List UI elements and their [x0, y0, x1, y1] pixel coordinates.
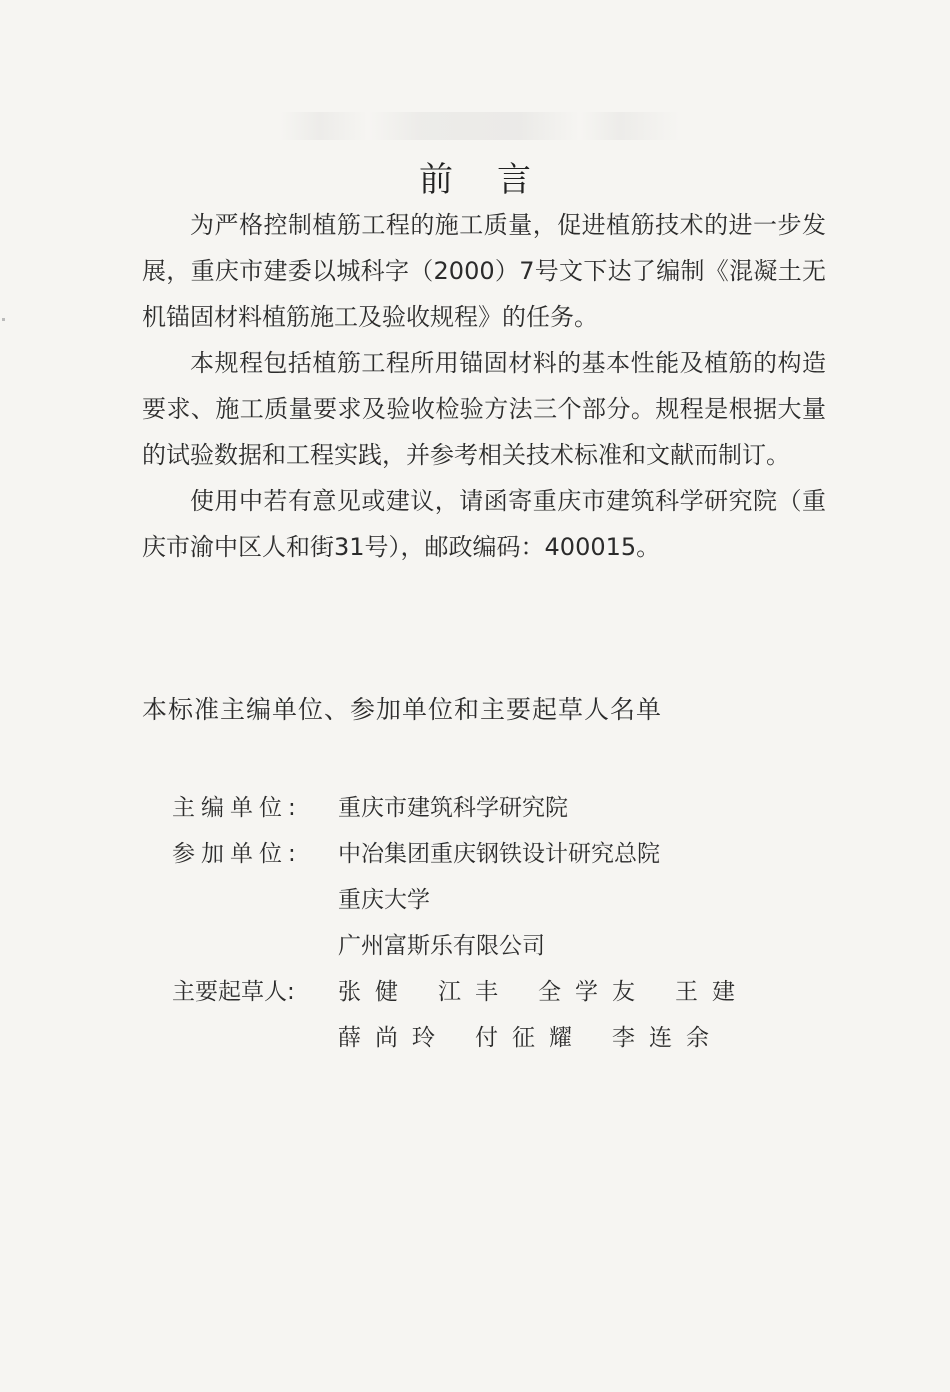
drafter-names: [338, 973, 749, 1006]
page-title: 前言: [419, 160, 575, 200]
scan-speck: [2, 318, 5, 321]
roster-row-participant-3: [172, 920, 749, 966]
drafter-name: 王建: [675, 978, 749, 1005]
roster-heading: 本标准主编单位、参加单位和主要起草人名单: [142, 695, 663, 724]
roster-row-participant-1: [172, 828, 749, 874]
roster-row-drafters-2: [172, 1012, 749, 1058]
chief-unit-value: 重庆市建筑科学研究院: [338, 794, 568, 821]
drafter-name: 张健: [338, 978, 412, 1005]
participant-unit-value: 广州富斯乐有限公司: [338, 932, 545, 959]
drafter-name: 全学友: [538, 978, 649, 1005]
preface-body: [142, 202, 826, 570]
roster-row-drafters-1: [172, 966, 749, 1012]
participant-unit-label: 参加单位:: [172, 840, 302, 867]
drafter-name: 江丰: [438, 978, 512, 1005]
roster-row-participant-2: [172, 874, 749, 920]
drafter-name: 薛尚玲: [338, 1024, 449, 1051]
drafter-names: [338, 1019, 723, 1052]
show-through-artifact: [280, 112, 680, 140]
paragraph-3: 使用中若有意见或建议，请函寄重庆市建筑科学研究院（重庆市渝中区人和街31号），邮政编码：400015。: [142, 487, 826, 561]
participant-unit-value: 重庆大学: [338, 886, 430, 913]
participant-unit-value: 中冶集团重庆钢铁设计研究总院: [338, 840, 660, 867]
roster-list: [172, 782, 749, 1058]
roster-row-chief: [172, 782, 749, 828]
paragraph-1: 为严格控制植筋工程的施工质量，促进植筋技术的进一步发展，重庆市建委以城科字（2000）7号文下达了编制《混凝土无机锚固材料植筋施工及验收规程》的任务。: [142, 211, 826, 331]
chief-unit-label: 主编单位:: [172, 794, 302, 821]
drafters-label: 主要起草人:: [172, 978, 295, 1005]
drafter-name: 李连余: [612, 1024, 723, 1051]
drafter-name: 付征耀: [475, 1024, 586, 1051]
paragraph-2: 本规程包括植筋工程所用锚固材料的基本性能及植筋的构造要求、施工质量要求及验收检验方法三个部分。规程是根据大量的试验数据和工程实践，并参考相关技术标准和文献而制订。: [142, 349, 826, 469]
